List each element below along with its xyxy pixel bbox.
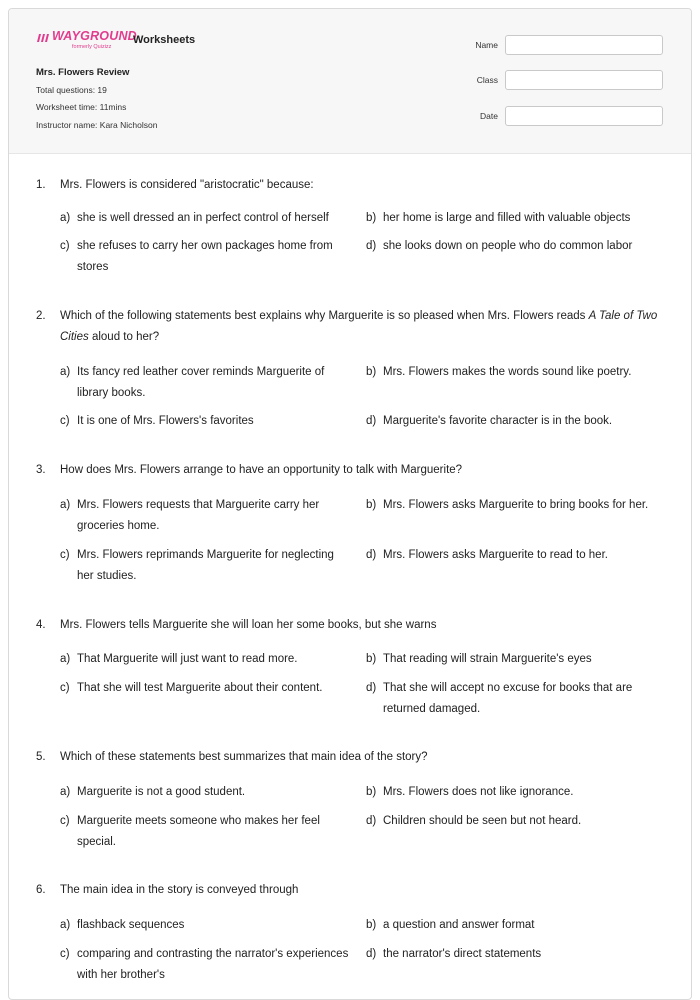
question-text: Mrs. Flowers is considered "aristocratic" because:: [60, 179, 314, 191]
option-text: a question and answer format: [383, 919, 535, 931]
option-text: That reading will strain Marguerite's eyes: [383, 653, 592, 665]
option-label: c): [60, 948, 70, 960]
option-label: b): [366, 919, 377, 931]
option-label: c): [60, 815, 70, 827]
question-number: 5.: [36, 751, 46, 763]
option-label: b): [366, 786, 377, 798]
option-text: Its fancy red leather cover reminds Marguerite of library books.: [77, 366, 325, 399]
option-label: a): [60, 212, 71, 224]
option-text: Mrs. Flowers makes the words sound like poetry.: [383, 366, 632, 378]
option-text: Mrs. Flowers asks Marguerite to read to her.: [383, 549, 608, 561]
option-label: d): [366, 815, 377, 827]
option-text: she looks down on people who do common labor: [383, 240, 633, 252]
option-label: c): [60, 549, 70, 561]
option-text: That she will accept no excuse for books that are returned damaged.: [383, 682, 633, 715]
option-text: Mrs. Flowers asks Marguerite to bring books for her.: [383, 499, 649, 511]
question-text: The main idea in the story is conveyed through: [60, 884, 299, 896]
question-text: Which of the following statements best explains why Marguerite is so pleased when Mrs. Flowers reads A Tale of Two Cities aloud to her?: [60, 310, 658, 343]
option-text: Children should be seen but not heard.: [383, 815, 582, 827]
name-label: Name: [475, 40, 498, 50]
logo-mark-icon: [36, 33, 50, 43]
option-label: a): [60, 653, 71, 665]
question-number: 4.: [36, 619, 46, 631]
option-label: c): [60, 415, 70, 427]
section-title: Worksheets: [133, 34, 196, 46]
option-label: d): [366, 415, 377, 427]
logo-subtitle: formerly Quizizz: [72, 44, 112, 50]
logo-wordmark: WAYGROUND: [52, 29, 137, 43]
option-text: she is well dressed an in perfect control of herself: [77, 212, 329, 224]
option-text: comparing and contrasting the narrator's experiences with her brother's: [77, 948, 349, 981]
option-text: That she will test Marguerite about their content.: [77, 682, 323, 694]
option-text: That Marguerite will just want to read more.: [77, 653, 298, 665]
option-label: a): [60, 919, 71, 931]
option-label: d): [366, 948, 377, 960]
option-label: c): [60, 240, 70, 252]
option-text: Mrs. Flowers reprimands Marguerite for neglecting her studies.: [77, 549, 334, 582]
question-number: 1.: [36, 179, 46, 191]
instructor-name: Instructor name: Kara Nicholson: [36, 120, 158, 130]
class-label: Class: [476, 75, 498, 85]
option-text: the narrator's direct statements: [383, 948, 542, 960]
brand: [36, 29, 216, 59]
option-label: a): [60, 499, 71, 511]
option-text: her home is large and filled with valuable objects: [383, 212, 631, 224]
option-label: c): [60, 682, 70, 694]
option-label: d): [366, 682, 377, 694]
option-label: b): [366, 212, 377, 224]
date-label: Date: [480, 111, 498, 121]
name-field[interactable]: [505, 35, 663, 55]
question-number: 2.: [36, 310, 46, 322]
option-label: a): [60, 366, 71, 378]
class-field[interactable]: [505, 70, 663, 90]
worksheet-time: Worksheet time: 11mins: [36, 102, 127, 112]
worksheet-page: [8, 8, 692, 1000]
question-number: 6.: [36, 884, 46, 896]
option-text: she refuses to carry her own packages home from stores: [77, 240, 333, 273]
option-text: Marguerite meets someone who makes her feel special.: [77, 815, 320, 848]
question-text: How does Mrs. Flowers arrange to have an opportunity to talk with Marguerite?: [60, 464, 463, 476]
option-label: b): [366, 366, 377, 378]
option-label: d): [366, 549, 377, 561]
worksheet-title: Mrs. Flowers Review: [36, 67, 130, 78]
option-text: Mrs. Flowers does not like ignorance.: [383, 786, 574, 798]
option-text: Marguerite is not a good student.: [77, 786, 246, 798]
option-text: Marguerite's favorite character is in the book.: [383, 415, 613, 427]
option-label: d): [366, 240, 377, 252]
question-text: Mrs. Flowers tells Marguerite she will loan her some books, but she warns: [60, 619, 437, 631]
worksheet-header: [9, 9, 691, 154]
question-number: 3.: [36, 464, 46, 476]
total-questions: Total questions: 19: [36, 85, 107, 95]
option-label: b): [366, 499, 377, 511]
option-text: flashback sequences: [77, 919, 185, 931]
question-text: Which of these statements best summarizes that main idea of the story?: [60, 751, 428, 763]
option-text: It is one of Mrs. Flowers's favorites: [77, 415, 254, 427]
option-text: Mrs. Flowers requests that Marguerite carry her groceries home.: [77, 499, 320, 532]
option-label: a): [60, 786, 71, 798]
option-label: b): [366, 653, 377, 665]
date-field[interactable]: [505, 106, 663, 126]
